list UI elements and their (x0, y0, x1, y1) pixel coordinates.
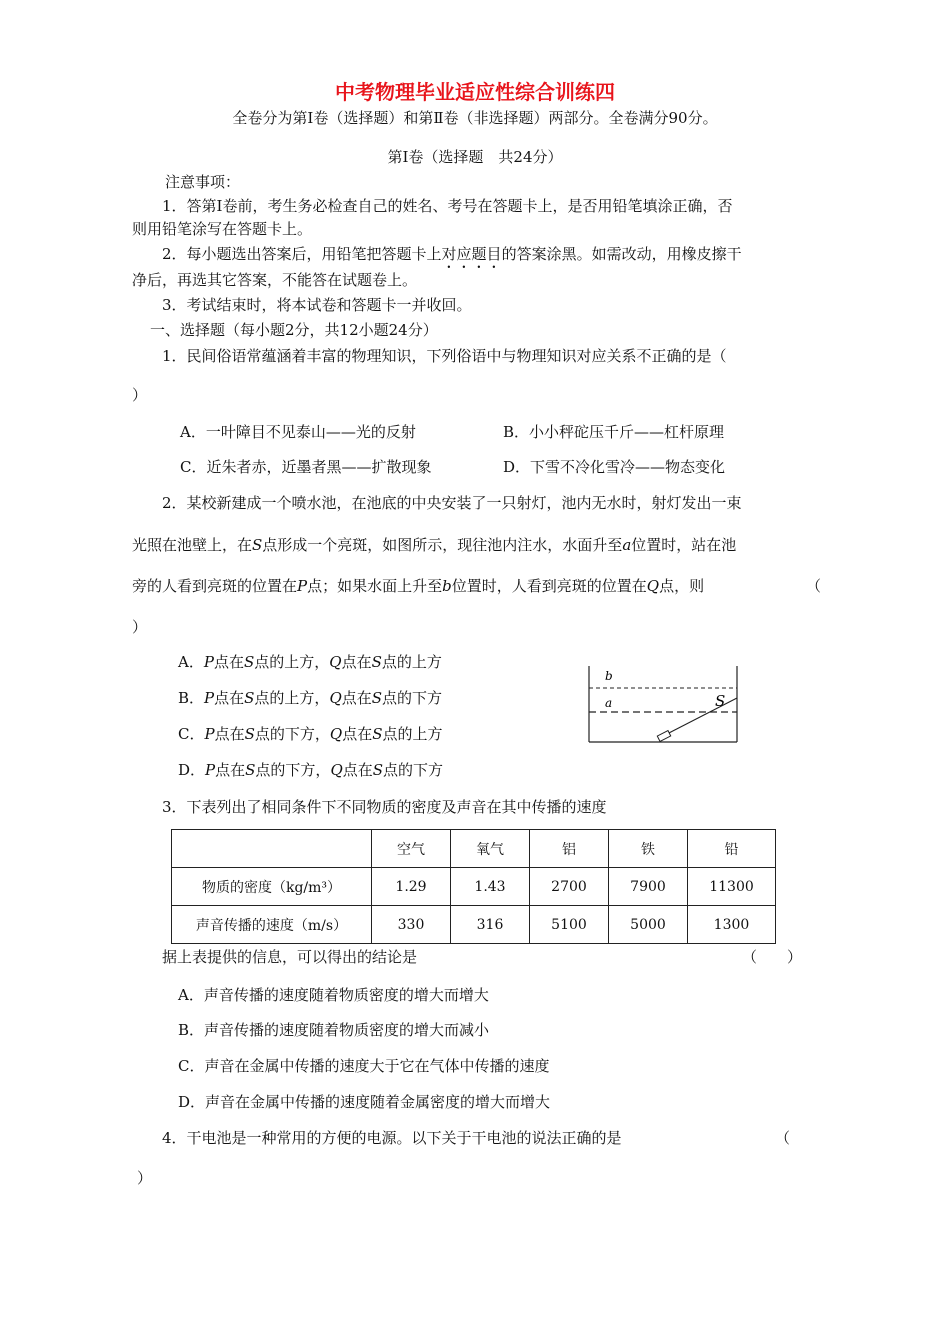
q2-l3-c: 位置时，人看到亮斑的位置在 (451, 577, 647, 595)
q3-option-b: B．声音传播的速度随着物质密度的增大而减小 (178, 1021, 490, 1039)
q3-option-c: C．声音在金属中传播的速度大于它在气体中传播的速度 (178, 1057, 550, 1075)
table-header-cell: 铁 (609, 830, 688, 868)
section-heading: 一、选择题（每小题2分，共12小题24分） (150, 321, 438, 339)
q1-stem-end: ） (132, 386, 148, 404)
table-cell: 316 (451, 906, 530, 944)
note-2-post: 的答案涂黑。如需改动，用橡皮擦干 (501, 245, 742, 263)
q2-line-1: 2．某校新建成一个喷水池，在池底的中央安装了一只射灯，池内无水时，射灯发出一束 (162, 494, 742, 512)
note-2-emphasis: 对应题目 (441, 245, 502, 263)
q2-option-d: D．P点在S点的下方，Q点在S点的下方 (178, 761, 444, 779)
q3-conclusion: 据上表提供的信息，可以得出的结论是 (162, 948, 418, 966)
q4-stem: 4．干电池是一种常用的方便的电源。以下关于干电池的说法正确的是 (162, 1129, 622, 1147)
pool-diagram (585, 662, 745, 746)
q2-option-b: B．P点在S点的上方，Q点在S点的下方 (178, 689, 443, 707)
q2-option-c: C．P点在S点的下方，Q点在S点的上方 (178, 725, 443, 743)
table-cell: 1.43 (451, 868, 530, 906)
label-s: S (715, 692, 726, 710)
q2-l3-b: 点；如果水面上升至 (307, 577, 443, 595)
note-3: 3．考试结束时，将本试卷和答题卡一并收回。 (162, 296, 472, 314)
spotlight-icon (657, 731, 670, 742)
q2-answer-paren-open: （ (806, 577, 822, 595)
q3-stem: 3．下表列出了相同条件下不同物质的密度及声音在其中传播的速度 (162, 798, 607, 816)
table-cell: 11300 (688, 868, 776, 906)
q2-l3-d: 点，则 (659, 577, 705, 595)
note-2-line-2: 净后，再选其它答案，不能答在试题卷上。 (132, 271, 418, 289)
table-cell: 5100 (530, 906, 609, 944)
q2-line-3 (132, 576, 704, 596)
table-cell: 1.29 (372, 868, 451, 906)
q3-option-a: A．声音传播的速度随着物质密度的增大而增大 (178, 986, 489, 1004)
density-speed-table (171, 829, 776, 944)
table-cell: 330 (372, 906, 451, 944)
q1-option-b: B．小小秤砣压千斤——杠杆原理 (503, 423, 725, 441)
table-row-label: 物质的密度（kg/m³） (172, 868, 372, 906)
notes-heading: 注意事项： (165, 173, 241, 191)
note-1-line-1: 1．答第Ⅰ卷前，考生务必检查自己的姓名、考号在答题卡上，是否用铅笔填涂正确，否 (162, 197, 733, 215)
q1-option-c: C．近朱者赤，近墨者黑——扩散现象 (180, 458, 432, 476)
label-b: b (605, 669, 613, 683)
q2-var-b: b (442, 577, 452, 595)
light-beam (665, 698, 737, 735)
table-header-cell: 空气 (372, 830, 451, 868)
q2-l2-a: 光照在池壁上，在 (132, 536, 253, 554)
table-header-cell: 氧气 (451, 830, 530, 868)
q2-answer-paren-close: ） (132, 618, 148, 636)
table-cell: 2700 (530, 868, 609, 906)
q4-answer-paren-open: （ (775, 1129, 791, 1147)
q1-option-a: A．一叶障目不见泰山——光的反射 (180, 423, 416, 441)
q3-answer-paren: （ ） (742, 948, 803, 966)
part-heading: 第Ⅰ卷（选择题 共24分） (387, 148, 563, 166)
q2-var-q: Q (646, 577, 660, 595)
exam-intro: 全卷分为第Ⅰ卷（选择题）和第Ⅱ卷（非选择题）两部分。全卷满分90分。 (232, 109, 718, 127)
q2-var-a: a (622, 536, 632, 554)
table-header-cell (172, 830, 372, 868)
table-row (172, 868, 776, 906)
q2-line-2 (132, 535, 736, 555)
q1-stem: 1．民间俗语常蕴涵着丰富的物理知识，下列俗语中与物理知识对应关系不正确的是（ (162, 347, 727, 365)
q3-option-d: D．声音在金属中传播的速度随着金属密度的增大而增大 (178, 1093, 551, 1111)
table-header-cell: 铝 (530, 830, 609, 868)
q4-answer-paren-close: ） (137, 1169, 153, 1187)
table-header-row (172, 830, 776, 868)
page-title: 中考物理毕业适应性综合训练四 (335, 80, 615, 104)
q2-l2-c: 位置时，站在池 (631, 536, 737, 554)
q2-option-a: A．P点在S点的上方，Q点在S点的上方 (178, 653, 442, 671)
q1-option-d: D．下雪不冷化雪冷——物态变化 (503, 458, 726, 476)
note-2-line-1 (162, 244, 742, 272)
table-row-label: 声音传播的速度（m/s） (172, 906, 372, 944)
q2-var-p: P (297, 577, 308, 595)
q2-l3-a: 旁的人看到亮斑的位置在 (132, 577, 298, 595)
label-a: a (605, 696, 613, 710)
table-cell: 5000 (609, 906, 688, 944)
table-cell: 1300 (688, 906, 776, 944)
note-2-pre: 2．每小题选出答案后，用铅笔把答题卡上 (162, 245, 442, 263)
table-cell: 7900 (609, 868, 688, 906)
q2-l2-b: 点形成一个亮斑，如图所示，现往池内注水，水面升至 (262, 536, 623, 554)
q2-var-s: S (252, 536, 263, 554)
table-header-cell: 铅 (688, 830, 776, 868)
note-1-line-2: 则用铅笔涂写在答题卡上。 (132, 220, 313, 238)
table-row (172, 906, 776, 944)
